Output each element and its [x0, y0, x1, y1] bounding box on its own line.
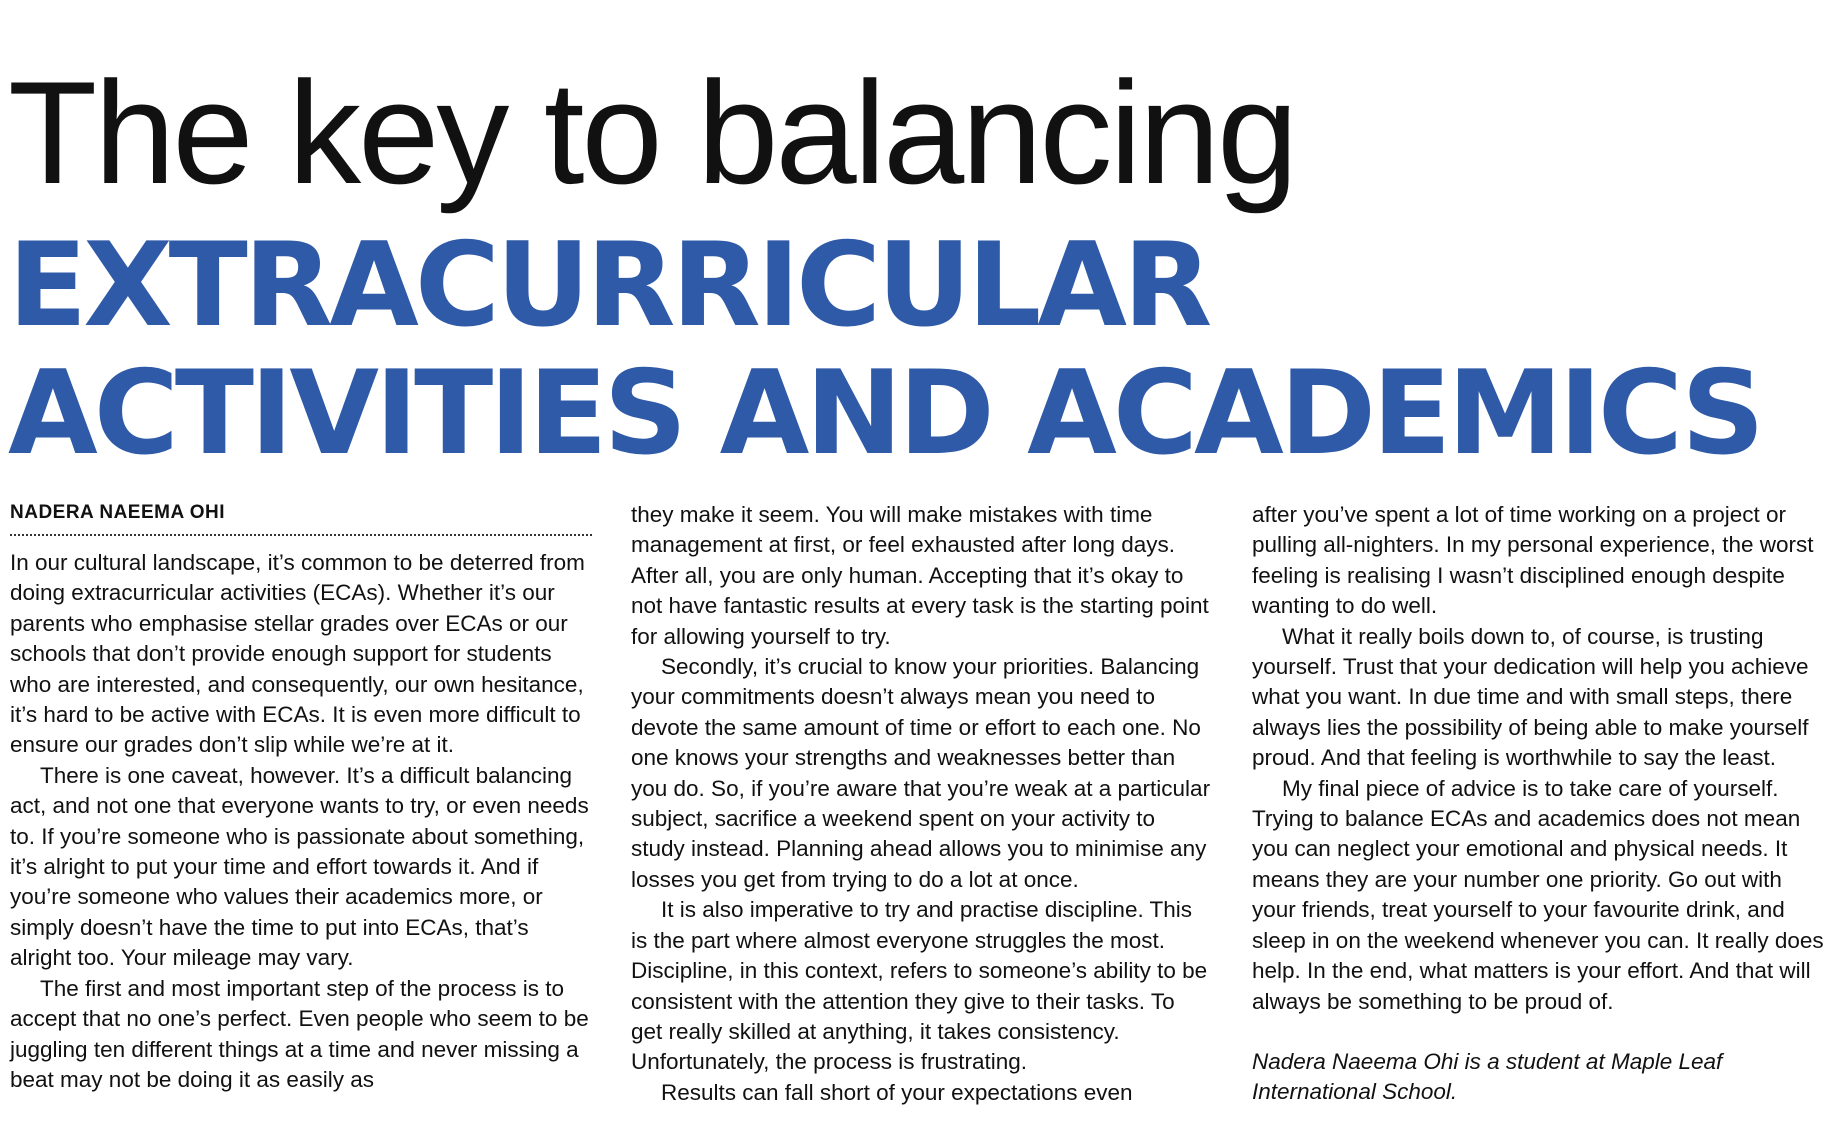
paragraph: It is also imperative to try and practise discipline. This is the part where almost everyone struggles the most. Discipline, in this context, refers to someone’s ability to be consistent with the attention they give to their tasks. To get really skilled at anything, it takes consistency. Unfortunately, the process is frustrating. — [631, 897, 1208, 1075]
article-column-2 — [631, 500, 1211, 1108]
article-column-1 — [10, 500, 595, 1095]
paragraph: The first and most important step of the process is to accept that no one’s perfect. Even people who seem to be juggling ten different things at a time and never missing a beat may not be doing it as easily as — [10, 975, 589, 1092]
paragraph: In our cultural landscape, it’s common to be deterred from doing extracurricular activities (ECAs). Whether it’s our parents who emphasise stellar grades over ECAs or our schools that don’t provide enough support for students who are interested, and consequently, our own hesitance, it’s hard to be active with ECAs. It is even more difficult to ensure our grades don’t slip while we’re at it. — [10, 550, 585, 758]
paragraph: Secondly, it’s crucial to know your priorities. Balancing your commitments doesn’t always mean you need to devote the same amount of time or effort to each one. No one knows your strengths and weaknesses better than you do. So, if you’re aware that you’re weak at a particular subject, sacrifice a weekend spent on your activity to study instead. Planning ahead allows you to minimise any losses you get from trying to do a lot at once. — [631, 654, 1211, 892]
author-byline: NADERA NAEEMA OHI — [10, 500, 592, 536]
subheadline — [8, 218, 1761, 481]
article-column-3 — [1252, 500, 1827, 1108]
spacer — [1252, 1017, 1827, 1047]
author-bio: Nadera Naeema Ohi is a student at Maple Leaf International School. — [1252, 1048, 1723, 1105]
subheadline-line-1: EXTRACURRICULAR — [8, 218, 1209, 353]
paragraph: What it really boils down to, of course, is trusting yourself. Trust that your dedication will help you achieve what you want. In due time and with small steps, there always lies the possibility of being able to make yourself proud. And that feeling is worthwhile to say the least. — [1252, 623, 1809, 771]
paragraph: they make it seem. You will make mistakes with time management at first, or feel exhausted after long days. After all, you are only human. Accepting that it’s okay to not have fantastic results at every task is the starting point for allowing yourself to try. — [631, 502, 1209, 649]
paragraph: after you’ve spent a lot of time working on a project or pulling all-nighters. In my personal experience, the worst feeling is realising I wasn’t disciplined enough despite wanting to do well. — [1252, 502, 1814, 619]
paragraph: Results can fall short of your expectations even — [661, 1079, 1133, 1105]
paragraph: My final piece of advice is to take care of yourself. Trying to balance ECAs and academics does not mean you can neglect your emotional and physical needs. It means they are your number one priority. Go out with your friends, treat yourself to your favourite drink, and sleep in on the weekend whenever you can. It really does help. In the end, what matters is your effort. And that will always be something to be proud of. — [1252, 775, 1824, 1014]
headline: The key to balancing — [8, 51, 1296, 214]
subheadline-line-2: ACTIVITIES AND ACADEMICS — [8, 346, 1761, 481]
paragraph: There is one caveat, however. It’s a difficult balancing act, and not one that everyone wants to try, or even needs to. If you’re someone who is passionate about something, it’s alright to put your time and effort towards it. And if you’re someone who values their academics more, or simply doesn’t have the time to put into ECAs, that’s alright too. Your mileage may vary. — [10, 762, 589, 971]
